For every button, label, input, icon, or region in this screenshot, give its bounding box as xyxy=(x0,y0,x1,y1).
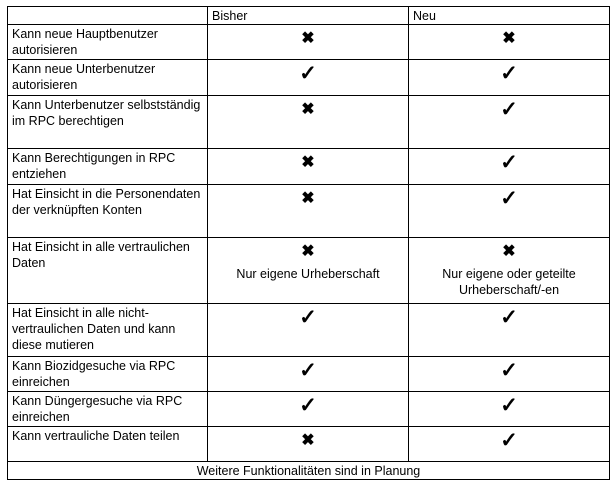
bisher-cell xyxy=(208,427,409,462)
neu-cell xyxy=(409,238,610,304)
bisher-cell xyxy=(208,149,409,185)
bisher-note: Nur eigene Urheberschaft xyxy=(236,267,380,281)
cross-icon: ✖ xyxy=(301,101,315,118)
feature-cell: Kann Düngergesuche via RPC einreichen xyxy=(8,392,208,427)
footer-row xyxy=(8,462,610,480)
table-row xyxy=(8,25,610,60)
checkmark-icon: ✓ xyxy=(299,394,317,417)
neu-cell xyxy=(409,25,610,60)
checkmark-icon: ✓ xyxy=(299,306,317,329)
checkmark-icon: ✓ xyxy=(500,187,518,210)
bisher-cell xyxy=(208,96,409,149)
cross-icon: ✖ xyxy=(502,30,516,47)
header-bisher: Bisher xyxy=(208,7,409,25)
table-row xyxy=(8,357,610,392)
cross-icon: ✖ xyxy=(301,30,315,47)
comparison-table xyxy=(7,6,610,480)
feature-cell: Kann neue Unterbenutzer autorisieren xyxy=(8,60,208,96)
feature-cell: Kann Unterbenutzer selbstständig im RPC berechtigen xyxy=(8,96,208,149)
checkmark-icon: ✓ xyxy=(500,151,518,174)
bisher-cell xyxy=(208,60,409,96)
neu-cell xyxy=(409,149,610,185)
bisher-cell xyxy=(208,304,409,357)
checkmark-icon: ✓ xyxy=(299,359,317,382)
feature-cell: Hat Einsicht in alle vertraulichen Daten xyxy=(8,238,208,304)
checkmark-icon: ✓ xyxy=(500,62,518,85)
cross-icon: ✖ xyxy=(502,243,516,260)
checkmark-icon: ✓ xyxy=(500,98,518,121)
checkmark-icon: ✓ xyxy=(299,62,317,85)
neu-cell xyxy=(409,304,610,357)
cross-icon: ✖ xyxy=(301,243,315,260)
neu-note: Nur eigene oder geteilte Urheberschaft/-en xyxy=(442,267,576,297)
table-row xyxy=(8,238,610,304)
table-row xyxy=(8,149,610,185)
feature-cell: Kann vertrauliche Daten teilen xyxy=(8,427,208,462)
checkmark-icon: ✓ xyxy=(500,394,518,417)
bisher-cell xyxy=(208,238,409,304)
cross-icon: ✖ xyxy=(301,432,315,449)
checkmark-icon: ✓ xyxy=(500,306,518,329)
checkmark-icon: ✓ xyxy=(500,429,518,452)
checkmark-icon: ✓ xyxy=(500,359,518,382)
feature-cell: Kann Biozidgesuche via RPC einreichen xyxy=(8,357,208,392)
table-row xyxy=(8,185,610,238)
cross-icon: ✖ xyxy=(301,190,315,207)
header-neu: Neu xyxy=(409,7,610,25)
bisher-cell xyxy=(208,25,409,60)
neu-cell xyxy=(409,60,610,96)
neu-cell xyxy=(409,96,610,149)
neu-cell xyxy=(409,185,610,238)
neu-cell xyxy=(409,392,610,427)
feature-cell: Hat Einsicht in die Personendaten der verknüpften Konten xyxy=(8,185,208,238)
feature-cell: Kann neue Hauptbenutzer autorisieren xyxy=(8,25,208,60)
bisher-cell xyxy=(208,185,409,238)
table-row xyxy=(8,427,610,462)
neu-cell xyxy=(409,427,610,462)
footer-note: Weitere Funktionalitäten sind in Planung xyxy=(8,462,610,480)
feature-cell: Kann Berechtigungen in RPC entziehen xyxy=(8,149,208,185)
neu-cell xyxy=(409,357,610,392)
bisher-cell xyxy=(208,392,409,427)
header-feature xyxy=(8,7,208,25)
table-row xyxy=(8,60,610,96)
cross-icon: ✖ xyxy=(301,154,315,171)
table-row xyxy=(8,96,610,149)
header-row xyxy=(8,7,610,25)
table-row xyxy=(8,304,610,357)
feature-cell: Hat Einsicht in alle nicht-vertraulichen Daten und kann diese mutieren xyxy=(8,304,208,357)
bisher-cell xyxy=(208,357,409,392)
table-row xyxy=(8,392,610,427)
